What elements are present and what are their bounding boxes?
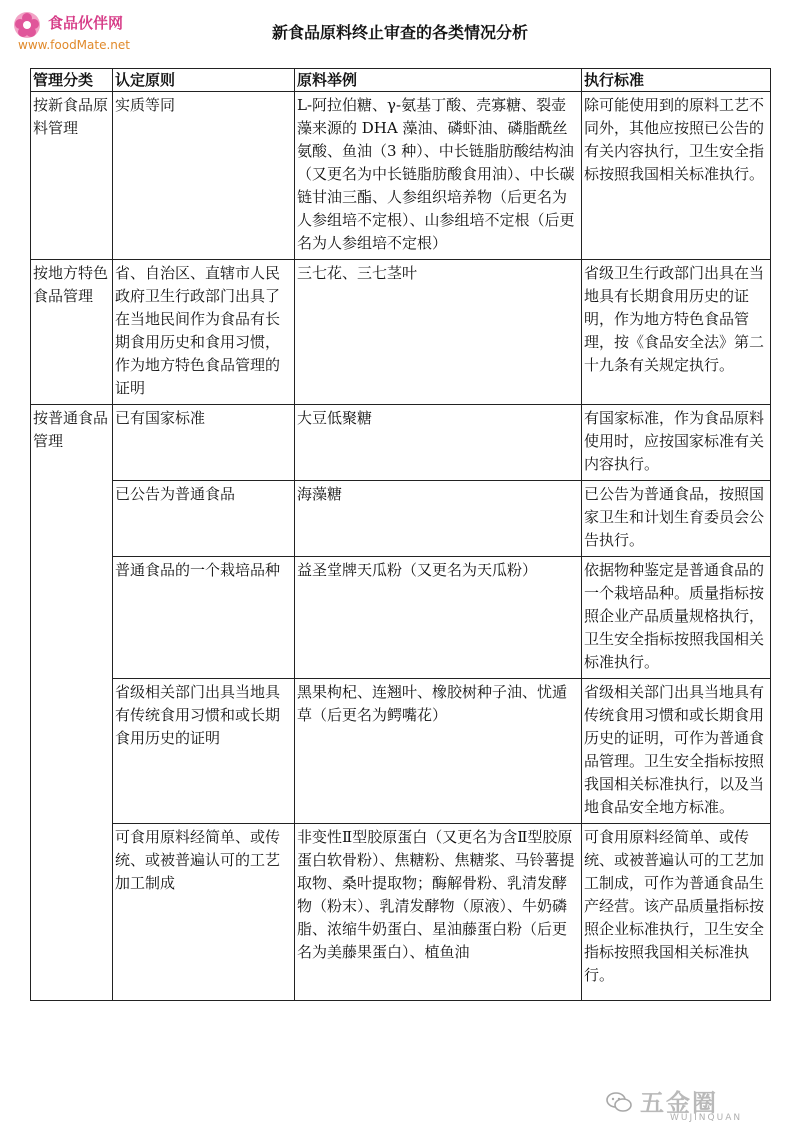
principle-text: 可食用原料经简单、或传统、或被普遍认可的工艺加工制成: [115, 828, 281, 892]
standard-text: 可食用原料经简单、或传统、或被普遍认可的工艺加工制成，可作为普通食品生产经营。该产品质量指标按照企业标准执行，卫生安全指标按照我国相关标准执行。: [584, 828, 765, 984]
principle-cell: 省级相关部门出具当地具有传统食用习惯和或长期食用历史的证明: [113, 679, 295, 824]
table-row: [31, 557, 771, 679]
watermark-name: 五金圈: [640, 1089, 718, 1117]
standard-cell: 依据物种鉴定是普通食品的一个栽培品种。质量指标按照企业产品质量规格执行，卫生安全指标按照我国相关标准执行。: [582, 557, 771, 679]
table-row: [31, 824, 771, 1001]
table-row: [31, 405, 771, 481]
table-row: [31, 260, 771, 405]
standard-cell: 除可能使用到的原料工艺不同外，其他应按照已公告的有关内容执行，卫生安全指标按照我国相关标准执行。: [582, 92, 771, 260]
standard-cell: 省级卫生行政部门出具在当地具有长期食用历史的证明，作为地方特色食品管理，按《食品安全法》第二十九条有关规定执行。: [582, 260, 771, 405]
table-row: [31, 679, 771, 824]
principle-cell: 普通食品的一个栽培品种: [113, 557, 295, 679]
examples-cell: L-阿拉伯糖、γ-氨基丁酸、壳寡糖、裂壶藻来源的 DHA 藻油、磷虾油、磷脂酰丝氨酸、鱼油（3 种）、中长链脂肪酸结构油（又更名为中长链脂肪酸食用油）、中长碳链甘油三酯、人参组织培养物（后更名为人参组培不定根）、山参组培不定根（后更名为人参组培不定根）: [295, 92, 582, 260]
category-cell: 按新食品原料管理: [31, 92, 113, 260]
page-title: 新食品原料终止审查的各类情况分析: [271, 23, 528, 42]
principle-cell: 实质等同: [113, 92, 295, 260]
examples-cell: 益圣堂牌天瓜粉（又更名为天瓜粉）: [295, 557, 582, 679]
principle-cell: [113, 824, 295, 1001]
logo-url: www.foodMate.net: [18, 38, 130, 52]
examples-cell: 海藻糖: [295, 481, 582, 557]
header-category: 管理分类: [31, 69, 113, 92]
category-cell: 按普通食品管理: [31, 405, 113, 1001]
analysis-table: [30, 68, 771, 1001]
examples-cell: [295, 824, 582, 1001]
standard-cell: 已公告为普通食品，按照国家卫生和计划生育委员会公告执行。: [582, 481, 771, 557]
examples-text: 非变性Ⅱ型胶原蛋白（又更名为含Ⅱ型胶原蛋白软骨粉）、焦糖粉、焦糖浆、马铃薯提取物、桑叶提取物；酶解骨粉、乳清发酵物（粉末）、乳清发酵物（原液）、牛奶磷脂、浓缩牛奶蛋白、星油藤蛋白粉（后更名为美藤果蛋白）、植鱼油: [297, 828, 575, 961]
header-examples: 原料举例: [295, 69, 582, 92]
watermark-sub: WUJINQUAN: [670, 1113, 743, 1123]
standard-cell: [582, 824, 771, 1001]
examples-cell: 大豆低聚糖: [295, 405, 582, 481]
table-row: [31, 481, 771, 557]
standard-cell: 省级相关部门出具当地具有传统食用习惯和或长期食用历史的证明，可作为普通食品管理。卫生安全指标按照我国相关标准执行，以及当地食品安全地方标准。: [582, 679, 771, 824]
wechat-icon: [606, 1091, 632, 1113]
examples-cell: 黑果枸杞、连翘叶、橡胶树种子油、忧遁草（后更名为鳄嘴花）: [295, 679, 582, 824]
principle-cell: 已公告为普通食品: [113, 481, 295, 557]
table-header-row: [31, 69, 771, 92]
principle-cell: 省、自治区、直辖市人民政府卫生行政部门出具了在当地民间作为食品有长期食用历史和食用习惯，作为地方特色食品管理的证明: [113, 260, 295, 405]
logo-name: 食品伙伴网: [48, 14, 124, 32]
header-standard: 执行标准: [582, 69, 771, 92]
table-row: [31, 92, 771, 260]
category-cell: 按地方特色食品管理: [31, 260, 113, 405]
examples-cell: 三七花、三七茎叶: [295, 260, 582, 405]
header-principle: 认定原则: [113, 69, 295, 92]
principle-cell: 已有国家标准: [113, 405, 295, 481]
standard-cell: 有国家标准，作为食品原料使用时，应按国家标准有关内容执行。: [582, 405, 771, 481]
wujinquan-watermark: [600, 1083, 790, 1125]
